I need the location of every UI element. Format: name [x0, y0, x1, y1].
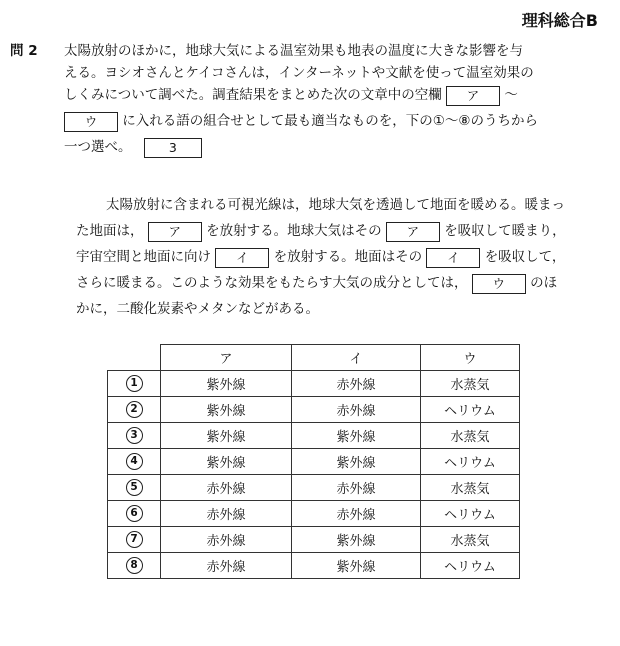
question-text-1: 太陽放射のほかに，地球大気による温室効果も地表の温度に大きな影響を与 [64, 43, 523, 59]
choice-number-cell [108, 449, 161, 475]
passage-line-2 [76, 218, 576, 244]
choice-number: 6 [126, 505, 143, 522]
question-range-tilde: 〜 [504, 87, 518, 103]
choice-number: 2 [126, 401, 143, 418]
passage-text-2c: を吸収して暖まり， [444, 223, 566, 239]
choice-number: 3 [126, 427, 143, 444]
cell-a-cell: 赤外線 [161, 501, 292, 527]
table-row [108, 449, 520, 475]
choice-number: 1 [126, 375, 143, 392]
answer-choices-table [107, 344, 520, 579]
table-row [108, 397, 520, 423]
passage-text-5: かに，二酸化炭素やメタンなどがある。 [76, 301, 319, 317]
question-text-3: しくみについて調べた。調査結果をまとめた次の文章中の空欄 [64, 87, 442, 103]
range-end-number: ⑧ [458, 113, 471, 129]
question-text-4b: のうちから [470, 113, 539, 129]
question-label: 問 2 [10, 43, 38, 59]
table-row [108, 501, 520, 527]
choice-number-cell [108, 475, 161, 501]
passage-text-3a: 宇宙空間と地面に向け [76, 249, 211, 265]
passage-text-2a: た地面は， [76, 223, 144, 239]
cell-a-cell: 赤外線 [161, 475, 292, 501]
blank-a-box: ア [446, 86, 500, 106]
cell-i-cell: 紫外線 [292, 527, 421, 553]
blank-u-box: ウ [64, 112, 118, 132]
table-header-row [108, 345, 520, 371]
table-row [108, 475, 520, 501]
choice-number-cell [108, 397, 161, 423]
cell-u-cell: ヘリウム [421, 397, 520, 423]
passage-line-4 [76, 270, 576, 296]
passage-line-5 [76, 296, 576, 322]
choice-number: 4 [126, 453, 143, 470]
question-line-3 [10, 84, 570, 106]
range-start-number: ① [432, 113, 445, 129]
cell-u-cell: ヘリウム [421, 553, 520, 579]
cell-i-cell: 赤外線 [292, 475, 421, 501]
cell-a-cell: 紫外線 [161, 371, 292, 397]
passage-blank-a-2: ア [386, 222, 440, 242]
cell-a-cell: 紫外線 [161, 423, 292, 449]
passage-text-4a: さらに暖まる。このような効果をもたらす大気の成分としては， [76, 275, 468, 291]
answer-box: 3 [144, 138, 202, 158]
cell-a-cell: 紫外線 [161, 397, 292, 423]
cell-i-cell: 紫外線 [292, 553, 421, 579]
question-line-1 [10, 40, 570, 62]
passage-text-3b: を放射する。地面はその [273, 249, 423, 265]
question-block [10, 40, 570, 158]
question-text-2: える。ヨシオさんとケイコさんは，インターネットや文献を使って温室効果の [64, 65, 534, 81]
cell-u-cell: 水蒸気 [421, 371, 520, 397]
cell-u-cell: 水蒸気 [421, 527, 520, 553]
range-separator: 〜 [444, 113, 459, 129]
header-u: ウ [421, 345, 520, 371]
passage [76, 192, 576, 322]
choice-number-cell [108, 423, 161, 449]
choice-number: 7 [126, 531, 143, 548]
table-row [108, 423, 520, 449]
choice-number: 8 [126, 557, 143, 574]
passage-line-3 [76, 244, 576, 270]
cell-a-cell: 赤外線 [161, 527, 292, 553]
question-line-2 [10, 62, 570, 84]
table-row [108, 553, 520, 579]
header-a: ア [161, 345, 292, 371]
passage-blank-i-2: イ [426, 248, 480, 268]
question-line-5 [10, 136, 570, 158]
table-corner [108, 345, 161, 371]
subject-header: 理科総合B [521, 11, 598, 30]
choice-number-cell [108, 371, 161, 397]
choice-number-cell [108, 553, 161, 579]
passage-text-4b: のほ [530, 275, 558, 291]
passage-text-1: 太陽放射に含まれる可視光線は，地球大気を透過して地面を暖める。暖まっ [106, 197, 565, 213]
table-row [108, 527, 520, 553]
cell-i-cell: 赤外線 [292, 371, 421, 397]
question-line-4 [10, 110, 570, 132]
cell-u-cell: ヘリウム [421, 501, 520, 527]
choice-number-cell [108, 527, 161, 553]
passage-text-3c: を吸収して， [484, 249, 566, 265]
passage-blank-i-1: イ [215, 248, 269, 268]
choice-number-cell [108, 501, 161, 527]
question-text-4a: に入れる語の組合せとして最も適当なものを，下の [122, 113, 433, 129]
cell-u-cell: 水蒸気 [421, 423, 520, 449]
cell-a-cell: 紫外線 [161, 449, 292, 475]
passage-blank-a-1: ア [148, 222, 202, 242]
passage-line-1 [76, 192, 576, 218]
cell-i-cell: 紫外線 [292, 449, 421, 475]
cell-u-cell: ヘリウム [421, 449, 520, 475]
question-text-5: 一つ選べ。 [64, 139, 132, 155]
cell-u-cell: 水蒸気 [421, 475, 520, 501]
passage-text-2b: を放射する。地球大気はその [206, 223, 382, 239]
cell-a-cell: 赤外線 [161, 553, 292, 579]
cell-i-cell: 赤外線 [292, 397, 421, 423]
table-row [108, 371, 520, 397]
passage-blank-u: ウ [472, 274, 526, 294]
cell-i-cell: 紫外線 [292, 423, 421, 449]
choice-number: 5 [126, 479, 143, 496]
header-i: イ [292, 345, 421, 371]
cell-i-cell: 赤外線 [292, 501, 421, 527]
